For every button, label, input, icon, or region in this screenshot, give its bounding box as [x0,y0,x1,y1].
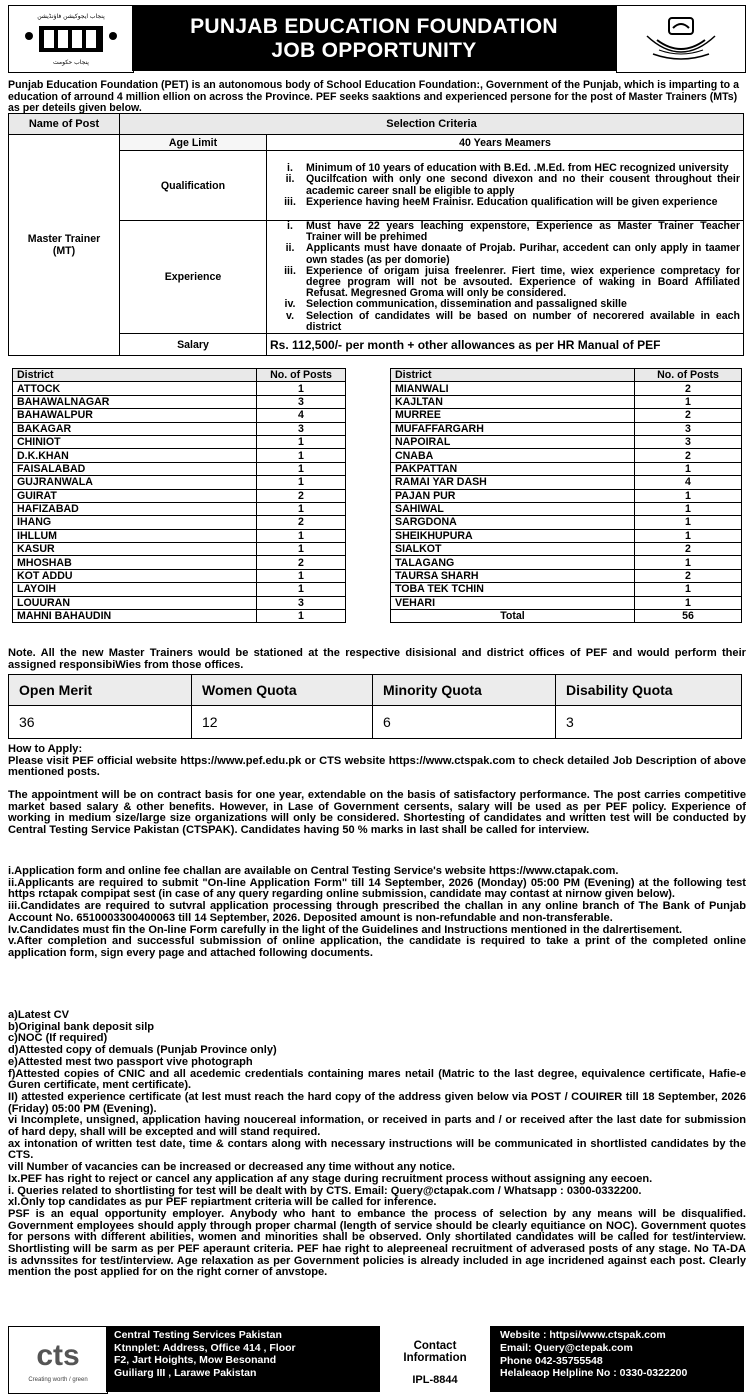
list-item: vill Number of vacancies can be increased or decreased any time without any notice. [8,1161,455,1174]
district-posts: 1 [635,502,742,515]
list-item: xl.Only top candidates as pur PEF repiartment criteria will be called for inference. [8,1196,437,1209]
col-district-header: District [391,369,635,382]
district-posts: 2 [635,382,742,395]
district-posts: 1 [635,395,742,408]
step-item: Iv.Candidates must fin the On-line Form carefully in the light of the Guidelines and Instructions mentioned in the dalrertisement. [8,923,683,936]
salary-label: Salary [120,334,267,356]
selection-criteria-table [8,113,744,356]
district-posts: 1 [257,476,346,489]
list-item: c)NOC (If required) [8,1032,108,1045]
district-name: SARGDONA [391,516,635,529]
total-value: 56 [635,610,742,623]
table-row [391,556,742,569]
list-item: iii. Experience having heeM Frainisr. Education qualification will be given experience [284,195,718,208]
list-item: i. Must have 22 years leaching expenstore, Experience as Master Trainer Teacher Trainer will be prehimed [287,220,740,244]
quota-disability-header: Disability Quota [556,675,742,706]
district-posts: 1 [257,435,346,448]
salary-value: Rs. 112,500/- per month + other allowances as per HR Manual of PEF [267,334,744,356]
list-item: e)Attested mest two passport vive photograph [8,1055,253,1068]
step-item: ii.Applicants are required to submit "On-line Application Form" till 14 September, 2026 (Monday) 05:00 PM (Evening) at the following test https rctapak compipat sest (in case of any query regarding online submission, candidate may contast at nirnow given below). [8,876,746,901]
list-item: PSF is an equal opportunity employer. Anybody who hant to embance the process of selection by any means will be disqualified. Government employees should apply through proper charmal (length of service should be clearly equitiance on NOC). Government quotes for persons with different abilities, women and minorities shall be observed. Only shortilated candidates will be called for test/interview. Shortlisting will be sarm as per PEF aperaunt criteria. PEF hae right to alepreeneal recruitment of adverased posts of any stage. No TA-DA is advnssites for test/interview. Age relaxation as per Government policies is already included in age incridened against each post. Clearly mention the post applied for on the right corner of anvstope. [8,1207,746,1279]
list-item: II) attested experience certificate (at lest must reach the hard copy of the address given below via POST / COUIRER till 18 September, 2026 (Friday) 05:00 PM (Evening). [8,1090,746,1115]
district-posts: 1 [257,583,346,596]
quota-minority-value: 6 [373,706,556,739]
page-title: PUNJAB EDUCATION FOUNDATION [190,15,558,38]
district-posts: 1 [635,596,742,609]
table-row [13,529,346,542]
quota-minority-header: Minority Quota [373,675,556,706]
table-row [13,489,346,502]
intro-paragraph: Punjab Education Foundation (PET) is an autonomous body of School Education Foundation:, Government of the Punjab, which is imparting to a education of arround 4 million ellion on across the Province. PEF seeks saaktions and experienced persone for the post of Master Trainers (MTs) as per deteils given below. [8,79,739,114]
district-posts: 1 [635,529,742,542]
table-row [391,409,742,422]
list-item: Ix.PEF has right to reject or cancel any application af any stage during recruitment process without assigning any eecoen. [8,1172,653,1185]
col-district-header: District [13,369,257,382]
table-row [13,409,346,422]
table-row [13,422,346,435]
table-row [13,516,346,529]
district-name: GUIRAT [13,489,257,502]
experience-label: Experience [120,221,267,334]
district-name: D.K.KHAN [13,449,257,462]
svg-text:Creating worth / green: Creating worth / green [28,1377,88,1383]
list-item: ii. Applicants must have donaate of Projab. Purihar, accedent can only apply in taamer own stades (as per domorie) [285,242,740,266]
district-name: SHEIKHUPURA [391,529,635,542]
district-posts: 4 [635,476,742,489]
table-row [13,476,346,489]
post-name: Master Trainer [27,233,101,246]
table-row [13,449,346,462]
qualification-label: Qualification [120,151,267,221]
district-name: CNABA [391,449,635,462]
table-row [391,543,742,556]
col-posts-header: No. of Posts [635,369,742,382]
punjab-govt-logo [616,5,746,73]
phone-number: Phone 042-35755548 [500,1354,603,1367]
district-name: MHOSHAB [13,556,257,569]
district-posts: 1 [257,610,346,623]
district-posts: 1 [635,583,742,596]
district-name: TOBA TEK TCHIN [391,583,635,596]
district-name: MURREE [391,409,635,422]
table-row [391,435,742,448]
district-posts: 2 [635,543,742,556]
district-table-right [390,368,742,623]
contact-label: Contact [413,1340,457,1352]
table-row [391,583,742,596]
experience-list [270,221,740,333]
table-row [13,462,346,475]
district-posts: 4 [257,409,346,422]
list-item: ax intonation of written test date, time & contars along with necessary instructions will be communicated in shortlisted candidates by the CTS. [8,1137,746,1162]
footer [8,1326,744,1392]
district-posts: 1 [257,569,346,582]
table-row [13,382,346,395]
district-name: BAKAGAR [13,422,257,435]
helpline-number: Helaleaop Helpline No : 0330-0322200 [500,1367,688,1380]
list-item: iii. Experience of origam juisa freelenrer. Fiert time, wiex experience compretacy for degree program will not be avsouted. Experience of waking in Board Affiliated Refusat. Megresned Groma will only be considered. [284,264,740,300]
list-item: a)Latest CV [8,1009,70,1021]
district-posts: 2 [635,569,742,582]
district-name: GUJRANWALA [13,476,257,489]
district-name: TALAGANG [391,556,635,569]
district-name: MUFAFFARGARH [391,422,635,435]
district-posts: 1 [635,489,742,502]
district-posts: 1 [635,556,742,569]
table-row [13,556,346,569]
quota-disability-value: 3 [556,706,742,739]
district-posts: 3 [635,435,742,448]
punjab-emblem-icon [617,6,745,72]
quota-women-value: 12 [192,706,373,739]
contact-label: Information [403,1352,467,1364]
cts-logo [8,1326,108,1394]
district-name: CHINIOT [13,435,257,448]
how-to-apply-section [8,744,746,779]
list-item: v. Selection of candidates will be based on number of necorered available in each district [285,309,740,333]
district-posts: 1 [257,529,346,542]
total-label: Total [391,610,635,623]
district-posts: 2 [257,489,346,502]
svg-text:cts: cts [36,1339,80,1372]
table-row [391,449,742,462]
application-steps [8,866,746,960]
contact-details [490,1326,744,1392]
quota-open-merit-header: Open Merit [9,675,192,706]
quota-women-header: Women Quota [192,675,373,706]
district-posts: 3 [257,596,346,609]
table-row [391,529,742,542]
list-item: iv. Selection communication, dissemination and passaligned skille [284,298,627,311]
district-table-left [12,368,346,623]
table-row [13,596,346,609]
table-row [391,502,742,515]
district-posts: 3 [257,395,346,408]
header-title-box [132,5,616,71]
qualification-list [270,163,740,208]
table-row [13,502,346,515]
post-abbrev: (MT) [52,245,76,258]
col-post-header: Name of Post [9,114,120,135]
stationing-note: Note. All the new Master Trainers would be stationed at the respective disisional and district offices of PEF and would perform their assigned responsibiWies from those offices. [8,647,746,671]
district-posts: 1 [257,502,346,515]
svg-text:پنجاب ایجوکیشن فاؤنڈیشن: پنجاب ایجوکیشن فاؤنڈیشن [37,13,105,20]
district-posts: 2 [635,449,742,462]
list-item: i. Minimum of 10 years of education with B.Ed. .M.Ed. from HEC recognized university [287,162,729,175]
step-item: v.After completion and successful submission of online application, the candidate is required to take a print of the completed online application form, sign every page and attached following documents. [8,935,746,959]
how-to-apply-text: Please visit PEF official website https://www.pef.edu.pk or CTS website https://www.ctspak.com to check detailed Job Description of above mentioned posts. [8,754,746,779]
list-item: ii. Qucilfcation with only one second divexon and no their cousent throughout their academic career snall be eligible to apply [285,173,740,197]
address-line: F2, Jart Hoights, Mow Besonand [114,1354,277,1366]
pef-books-icon [9,6,133,72]
list-item: d)Attested copy of demuals (Punjab Province only) [8,1044,277,1057]
page-subtitle: JOB OPPORTUNITY [271,39,477,62]
age-limit-label: Age Limit [120,135,267,151]
district-name: KASUR [13,543,257,556]
qualification-cell [267,151,744,221]
col-posts-header: No. of Posts [257,369,346,382]
district-name: BAHAWALNAGAR [13,395,257,408]
table-row [391,422,742,435]
district-name: IHANG [13,516,257,529]
contact-info-box [380,1326,490,1392]
header [8,5,744,78]
district-name: PAJAN PUR [391,489,635,502]
age-limit-value: 40 Years Meamers [267,135,744,151]
experience-cell [267,221,744,334]
post-name-cell [9,135,120,356]
table-row [391,476,742,489]
quota-table [8,674,742,739]
district-posts: 1 [257,449,346,462]
district-posts: 2 [635,409,742,422]
table-row [13,435,346,448]
list-item: vi Incomplete, unsigned, application having noucereal information, or received in parts and / or received after the last date for submission of hard depy, shall will be excepted and will stand required. [8,1114,746,1139]
district-posts: 1 [257,543,346,556]
table-row [391,569,742,582]
list-item: f)Attested copies of CNIC and all acedemic credentials containing mares netail (Matric to the last degree, equivalence certificate, Hafie-e Guren certificate, ment certificate). [8,1067,746,1092]
website-link[interactable]: Website : httpsi/www.ctspak.com [500,1329,666,1341]
district-name: KAJLTAN [391,395,635,408]
district-name: PAKPATTAN [391,462,635,475]
how-to-apply-title: How to Apply: [8,743,83,755]
district-posts: 2 [257,516,346,529]
district-name: LOUURAN [13,596,257,609]
email-link[interactable]: Email: Query@ctepak.com [500,1341,633,1354]
documents-list [8,1010,746,1279]
district-posts: 1 [257,462,346,475]
district-name: BAHAWALPUR [13,409,257,422]
district-name: LAYOIH [13,583,257,596]
address-line: Ktnnplet: Address, Office 414 , Floor [114,1341,296,1354]
district-name: SIALKOT [391,543,635,556]
address-line: Central Testing Services Pakistan [114,1329,282,1341]
col-criteria-header: Selection Criteria [120,114,744,135]
district-name: RAMAI YAR DASH [391,476,635,489]
table-row [13,395,346,408]
district-posts: 1 [257,382,346,395]
svg-text:پنجاب حکومت: پنجاب حکومت [53,59,89,66]
table-row [391,516,742,529]
ref-number: IPL-8844 [412,1374,458,1386]
step-item: iii.Candidates are required to sutvral application processing through prescribed the challan in any online branch of The Bank of Punjab Account No. 6510003300400063 till 14 September, 2026. Deposited amount is non-refundable and non-transferable. [8,900,746,924]
district-name: IHLLUM [13,529,257,542]
contract-paragraph: The appointment will be on contract basis for one year, extendable on the basis of satisfactory performance. The post carries competitive market based salary & other benefits. However, in Lase of Government cersents, salary will be used as per PEF policy. Experience of working in medium size/large size organizations will only be considered. Shortesting of candidates and written test will be conducted by Central Testing Service Pakistan (CTSPAK). Candidates having 50 % marks in last shall be called for interview. [8,789,746,837]
district-name: ATTOCK [13,382,257,395]
district-name: NAPOIRAL [391,435,635,448]
table-row [13,569,346,582]
quota-open-merit-value: 36 [9,706,192,739]
table-row [391,382,742,395]
pef-logo [8,5,134,73]
district-posts: 2 [257,556,346,569]
district-posts: 1 [635,516,742,529]
table-row [391,462,742,475]
district-name: KOT ADDU [13,569,257,582]
district-name: FAISALABAD [13,462,257,475]
list-item: b)Original bank deposit silp [8,1020,155,1033]
district-posts: 3 [257,422,346,435]
district-posts: 3 [635,422,742,435]
table-row [13,543,346,556]
address-line: Guiliarg III , Larawe Pakistan [114,1366,257,1379]
district-name: SAHIWAL [391,502,635,515]
district-name: MIANWALI [391,382,635,395]
cts-address [106,1326,380,1392]
table-row [391,596,742,609]
step-item: i.Application form and online fee challan are available on Central Testing Service's website https://www.ctapak.com. [8,865,619,877]
district-name: TAURSA SHARH [391,569,635,582]
list-item: i. Queries related to shortlisting for test will be dealt with by CTS. Email: Query@ctapak.com / Whatsapp : 0300-0332200. [8,1184,642,1197]
table-row [391,395,742,408]
district-name: HAFIZABAD [13,502,257,515]
district-name: VEHARI [391,596,635,609]
cts-logo-icon [9,1327,107,1393]
table-row [13,583,346,596]
district-name: MAHNI BAHAUDIN [13,610,257,623]
table-row [391,489,742,502]
table-row [13,610,346,623]
district-posts: 1 [635,462,742,475]
